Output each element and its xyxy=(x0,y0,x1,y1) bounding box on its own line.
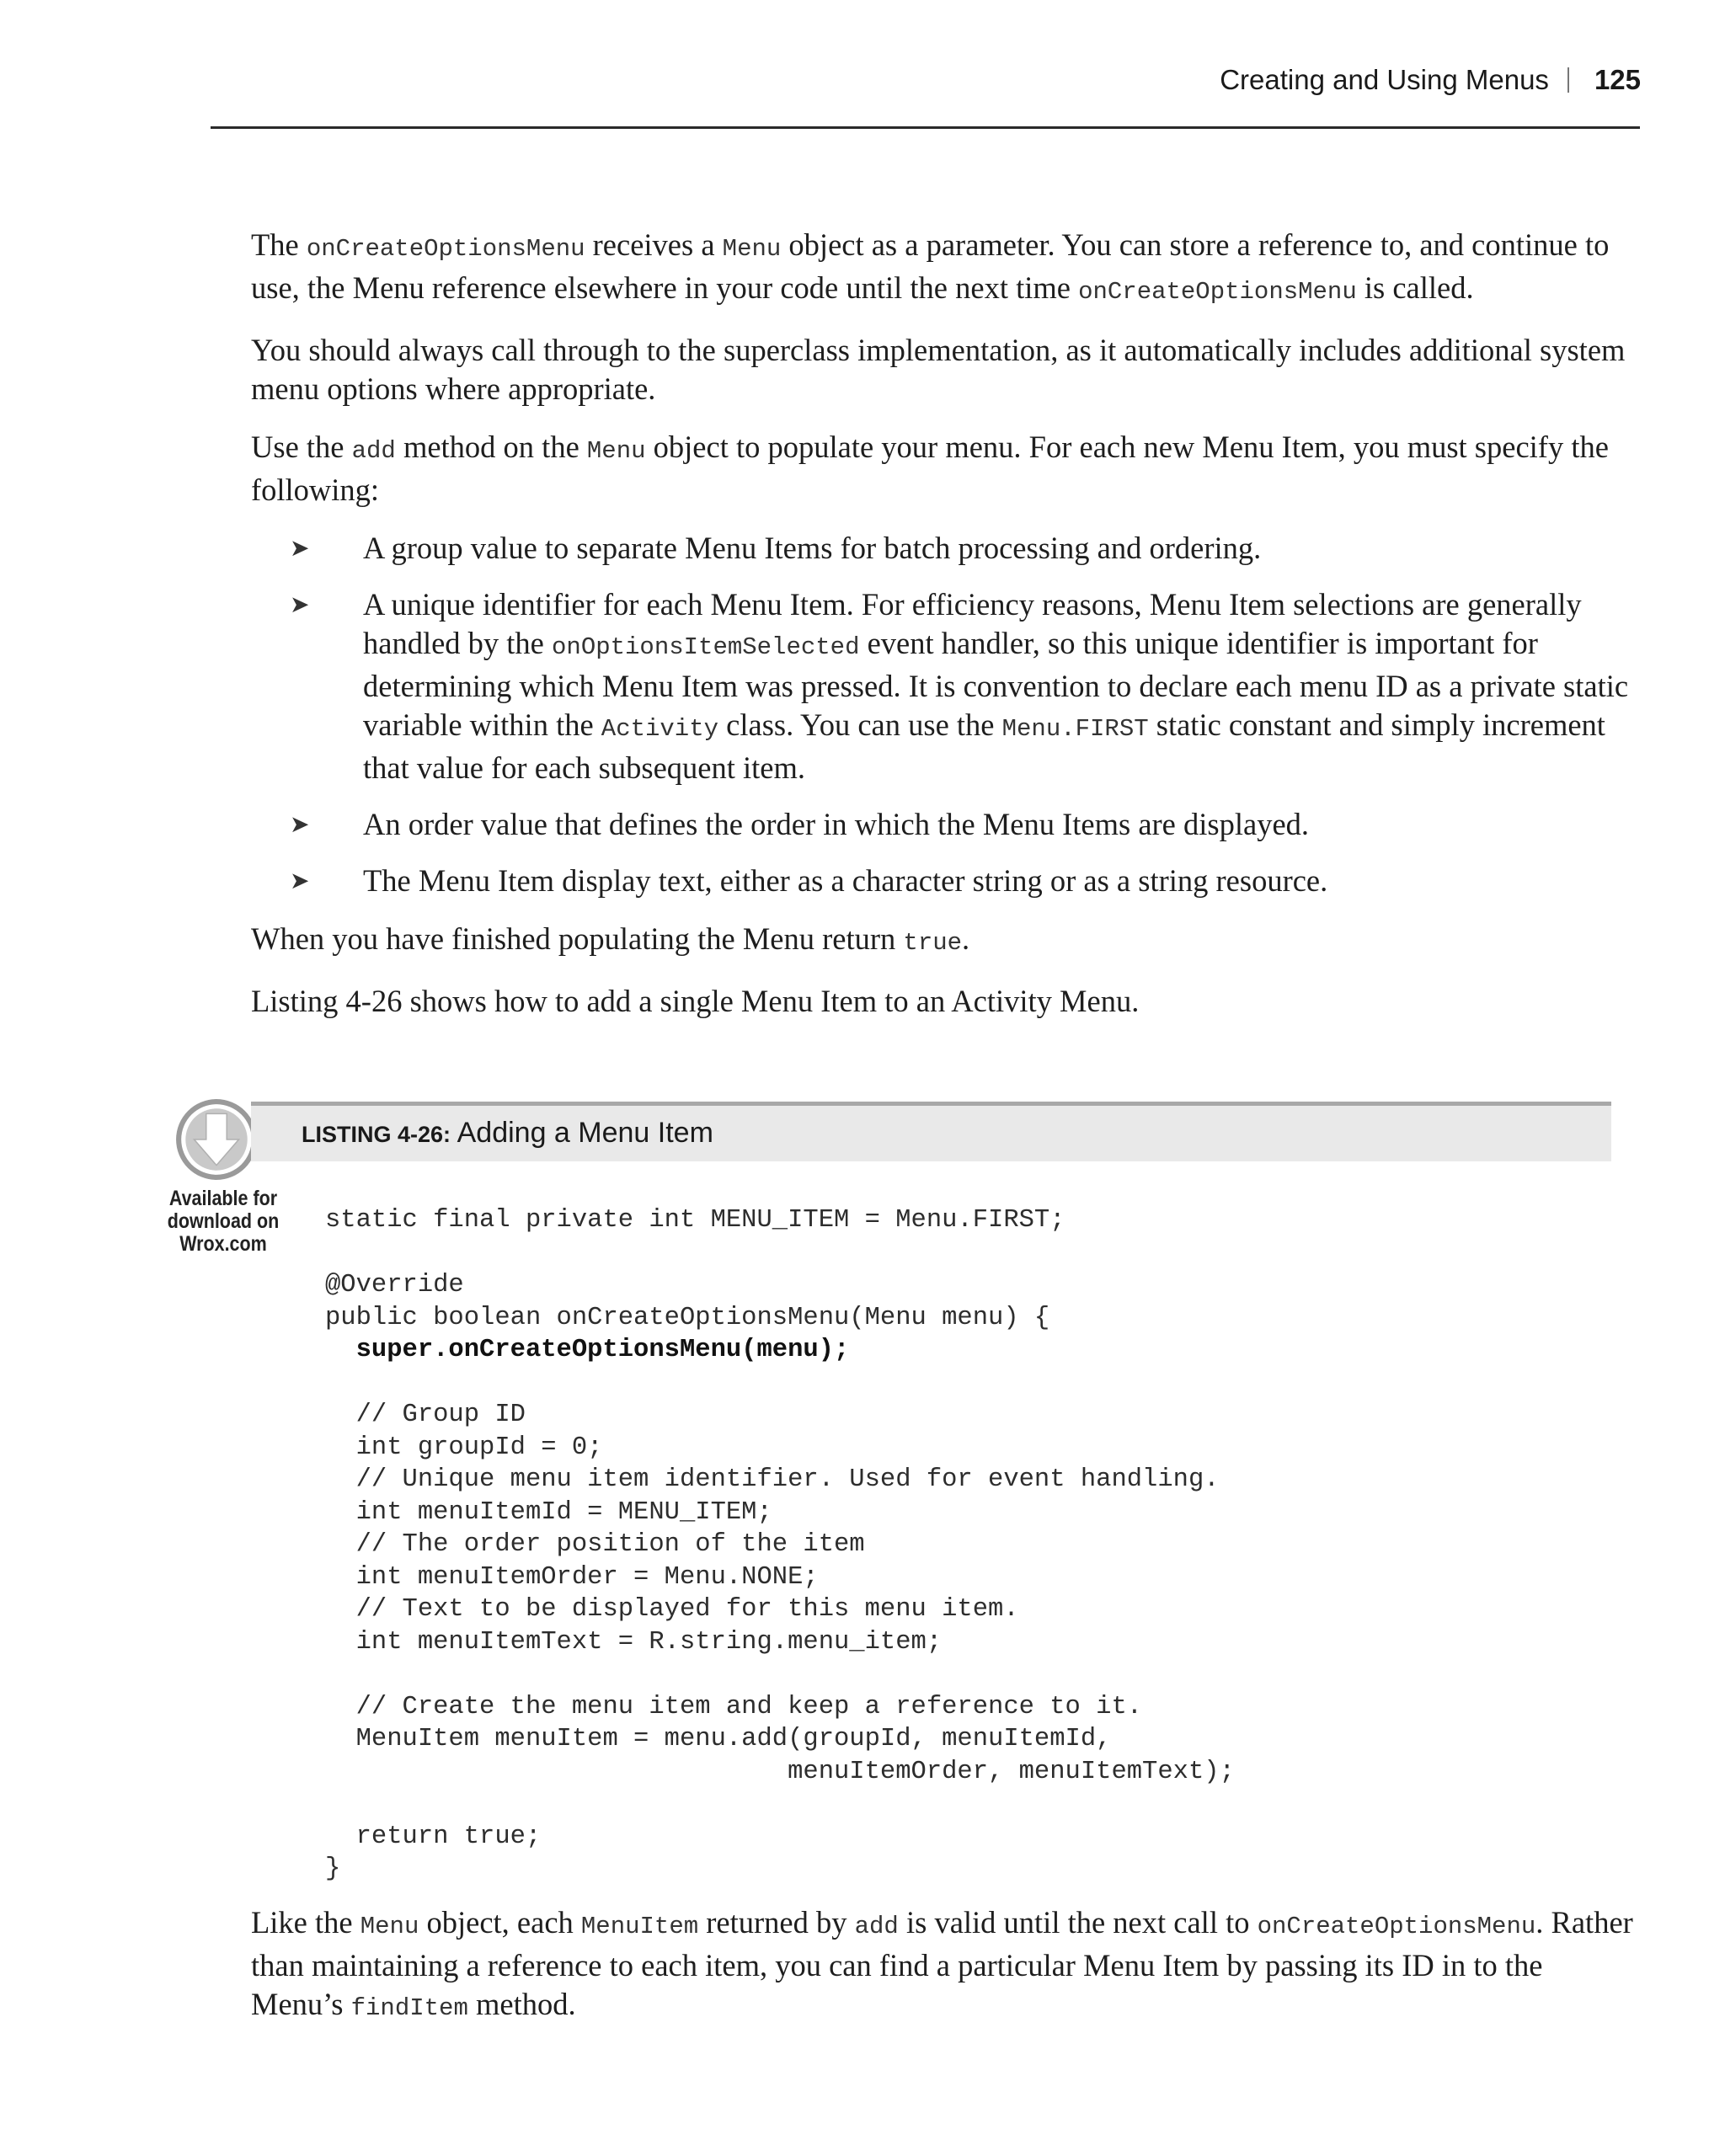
arrow-bullet-icon: ➤ xyxy=(290,867,310,894)
text-run: . Rather than maintaining a reference to each item, you can find a particular Menu Item by passing its ID in to the Menu’s xyxy=(251,1905,1633,2021)
download-arrow-icon xyxy=(174,1097,259,1182)
text-run: is valid until the next call to xyxy=(898,1905,1258,1940)
code-line xyxy=(325,1367,1235,1400)
listing-title xyxy=(302,1117,713,1150)
caption-line: Available for xyxy=(168,1187,278,1210)
text-run: object, each xyxy=(419,1905,581,1940)
inline-code: true xyxy=(903,929,963,957)
bullet-list xyxy=(251,529,1641,900)
code-line: menuItemOrder, menuItemText); xyxy=(325,1757,1235,1786)
list-item xyxy=(251,805,1641,844)
code-line: } xyxy=(325,1854,341,1883)
paragraph-5: Listing 4-26 shows how to add a single Menu Item to an Activity Menu. xyxy=(251,984,1140,1018)
arrow-bullet-icon: ➤ xyxy=(290,590,310,618)
code-line: int menuItemText = R.string.menu_item; xyxy=(325,1627,943,1657)
inline-code: Menu xyxy=(722,235,782,263)
text-run: event handler, so this unique identifier is important for determining which Menu Item was pressed. It is convention to declare each menu ID as a private static variable within the xyxy=(363,626,1629,742)
text-run: method. xyxy=(467,1987,576,2021)
paragraph-4 xyxy=(251,920,1641,963)
header-rule xyxy=(211,126,1640,129)
inline-code: onOptionsItemSelected xyxy=(552,633,860,661)
text-run: returned by xyxy=(698,1905,855,1940)
inline-code: onCreateOptionsMenu xyxy=(306,235,585,263)
text-run: object to populate your menu. For each new Menu Item, you must specify the following: xyxy=(251,430,1609,507)
code-line: int groupId = 0; xyxy=(325,1433,603,1462)
text-run: static constant and simply increment that value for each subsequent item. xyxy=(363,707,1605,785)
code-line: super.onCreateOptionsMenu(menu); xyxy=(325,1336,850,1364)
code-line: @Override xyxy=(325,1271,464,1299)
text-run: A unique identifier for each Menu Item. For efficiency reasons, Menu Item selections are generally handled by the xyxy=(363,587,1582,660)
header-divider xyxy=(1567,67,1569,93)
code-line: // The order position of the item xyxy=(325,1530,865,1559)
inline-code: Activity xyxy=(601,715,719,743)
list-item xyxy=(251,862,1641,900)
paragraph-3 xyxy=(251,428,1641,510)
paragraph-1 xyxy=(251,226,1641,312)
paragraph-6 xyxy=(251,1903,1641,2028)
inline-code: Menu xyxy=(360,1913,419,1940)
body-text-after xyxy=(251,1903,1641,2028)
inline-code: Menu.FIRST xyxy=(1001,715,1149,743)
section-title: Creating and Using Menus xyxy=(1220,64,1549,95)
text-run: is called. xyxy=(1356,270,1474,305)
list-item xyxy=(251,529,1641,568)
listing-caption: Adding a Menu Item xyxy=(457,1117,713,1149)
text-run: When you have finished populating the Menu return xyxy=(251,921,904,956)
code-line: return true; xyxy=(325,1822,542,1851)
code-line xyxy=(325,1237,1235,1270)
caption-line: download on xyxy=(167,1209,280,1233)
inline-code: Menu xyxy=(586,437,646,465)
code-line: // Text to be displayed for this menu item. xyxy=(325,1595,1019,1624)
body-text xyxy=(251,226,1641,1040)
inline-code: add xyxy=(854,1913,899,1940)
text-run: A group value to separate Menu Items for batch processing and ordering. xyxy=(363,531,1262,565)
text-run: The xyxy=(251,227,307,262)
page-number: 125 xyxy=(1594,64,1641,95)
code-line: MenuItem menuItem = menu.add(groupId, menuItemId, xyxy=(325,1725,1112,1753)
arrow-bullet-icon: ➤ xyxy=(290,534,310,562)
text-run: . xyxy=(962,921,970,956)
running-head xyxy=(1220,64,1641,96)
text-run: The Menu Item display text, either as a character string or as a string resource. xyxy=(363,863,1328,898)
inline-code: MenuItem xyxy=(580,1913,699,1940)
text-run: receives a xyxy=(585,227,723,262)
text-run: An order value that defines the order in which the Menu Items are displayed. xyxy=(363,807,1310,841)
caption-line: Wrox.com xyxy=(179,1232,267,1256)
listing-label: LISTING 4-26: xyxy=(302,1122,451,1147)
code-line: // Unique menu item identifier. Used for event handling. xyxy=(325,1465,1220,1494)
code-line: int menuItemId = MENU_ITEM; xyxy=(325,1497,772,1527)
code-line: public boolean onCreateOptionsMenu(Menu menu) { xyxy=(325,1303,1050,1332)
list-item xyxy=(251,585,1641,787)
code-line xyxy=(325,1788,1235,1821)
text-run: Use the xyxy=(251,430,352,464)
code-line: int menuItemOrder = Menu.NONE; xyxy=(325,1562,819,1592)
inline-code: onCreateOptionsMenu xyxy=(1257,1913,1536,1940)
code-listing xyxy=(325,1204,1235,1886)
text-run: method on the xyxy=(395,430,587,464)
code-line xyxy=(325,1658,1235,1691)
listing-header xyxy=(251,1102,1611,1161)
arrow-bullet-icon: ➤ xyxy=(290,810,310,838)
inline-code: add xyxy=(351,437,396,465)
code-line: // Group ID xyxy=(325,1401,526,1429)
code-line: // Create the menu item and keep a reference to it. xyxy=(325,1692,1143,1721)
inline-code: onCreateOptionsMenu xyxy=(1078,278,1357,306)
text-run: Like the xyxy=(251,1905,360,1940)
code-line: static final private int MENU_ITEM = Menu.FIRST; xyxy=(325,1206,1065,1235)
text-run: object as a parameter. You can store a reference to, and continue to use, the Menu reference elsewhere in your code until the next time xyxy=(251,227,1610,305)
paragraph-2: You should always call through to the superclass implementation, as it automatically includes additional system menu options where appropriate. xyxy=(251,333,1626,406)
download-caption xyxy=(162,1187,285,1256)
inline-code: findItem xyxy=(350,1994,468,2022)
text-run: class. You can use the xyxy=(718,707,1002,742)
